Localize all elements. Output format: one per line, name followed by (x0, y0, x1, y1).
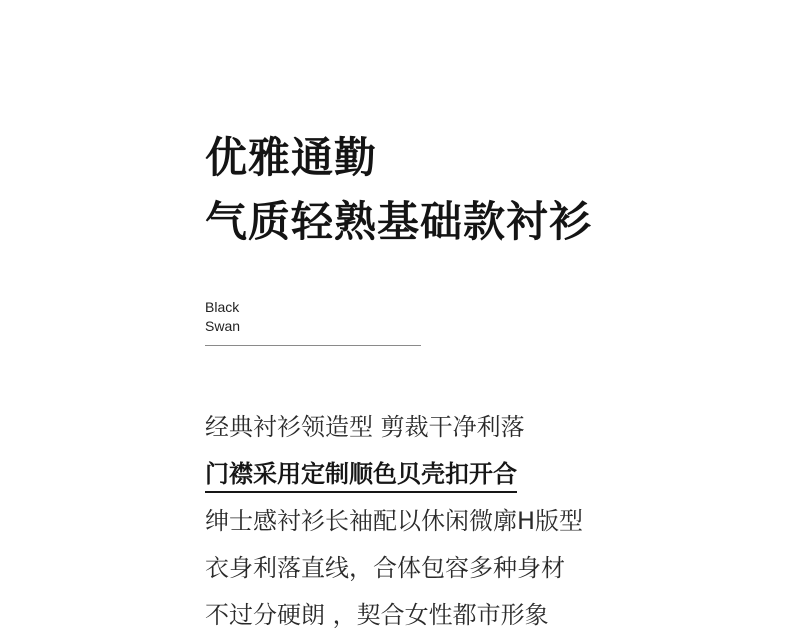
headline-line-2: 气质轻熟基础款衬衫 (205, 197, 593, 246)
description-line-4: 衣身利落直线，合体包容多种身材 (205, 554, 565, 582)
description-text (205, 404, 765, 639)
brand-word-2: Swan (205, 318, 241, 334)
headline (205, 126, 592, 254)
description-line-2-highlight: 门襟采用定制顺色贝壳扣开合 (205, 457, 517, 493)
brand-word-1: Black (205, 299, 240, 315)
description-line-5: 不过分硬朗 ，契合女性都市形象 (205, 601, 549, 629)
description-line-3: 绅士感衬衫长袖配以休闲微廓H版型 (205, 507, 584, 535)
headline-line-1: 优雅通勤 (205, 133, 378, 182)
brand-divider (205, 345, 421, 346)
brand-name (205, 298, 421, 336)
description-line-2-row (205, 451, 765, 498)
description-line-1: 经典衬衫领造型 剪裁干净利落 (205, 413, 525, 441)
